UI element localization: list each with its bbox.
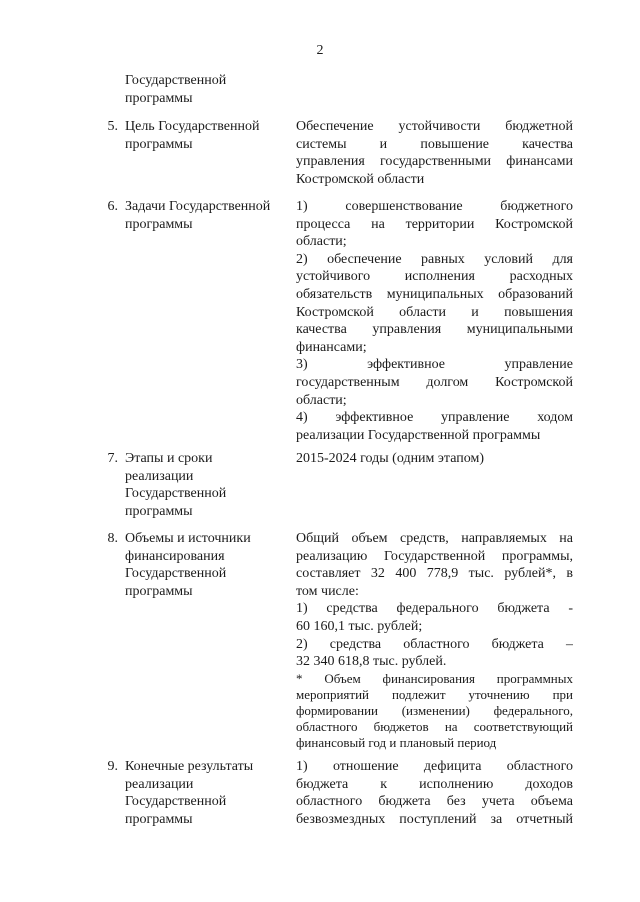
row-number: 5. <box>107 119 118 134</box>
row-number: 8. <box>107 531 118 546</box>
row-content: Общий объем средств, направляемых на реализацию Государственной программы, составляет 32 400 778,9 тыс. рублей*, в том числе: 1) средства федерального бюджета - 60 160,1 тыс. рублей; 2) средства областного бюджета – 32 340 618,8 тыс. рублей. * Объем финансирования программных мероприятий подлежит уточнению при формировании (изменении) федерального, областного бюджетов на соответствующий финансовый год и плановый период <box>296 531 573 750</box>
row-number: 7. <box>107 451 118 466</box>
row-content: 2015-2024 годы (одним этапом) <box>296 451 484 466</box>
row-label: Цель Государственной программы <box>125 119 260 152</box>
row-label: Объемы и источники финансирования Государственной программы <box>125 531 251 599</box>
row-label: Государственной программы <box>125 73 227 106</box>
row-number: 6. <box>107 199 118 214</box>
row-label: Задачи Государственной программы <box>125 199 271 232</box>
page-number: 2 <box>316 43 324 58</box>
row-content: 1) отношение дефицита областного бюджета к исполнению доходов областного бюджета без учета объема безвозмездных поступлений за отчетный <box>296 759 573 827</box>
row-number: 9. <box>107 759 118 774</box>
row-content: Обеспечение устойчивости бюджетной системы и повышение качества управления государственными финансами Костромской области <box>296 119 573 187</box>
row-content: 1) совершенствование бюджетного процесса на территории Костромской области; 2) обеспечение равных условий для устойчивого исполнения расходных обязательств муниципальных образований Костромской области и повышения качества управления муниципальными финансами; 3) эффективное управление государственным долгом Костромской области; 4) эффективное управление ходом реализации Государственной программы <box>296 199 573 443</box>
funding-footnote: * Объем финансирования программных мероприятий подлежит уточнению при формировании (изменении) федерального, областного бюджетов на соответствующий финансовый год и плановый период <box>296 670 573 750</box>
row-label: Конечные результаты реализации Государственной программы <box>125 759 254 827</box>
row-label: Этапы и сроки реализации Государственной программы <box>125 451 227 519</box>
